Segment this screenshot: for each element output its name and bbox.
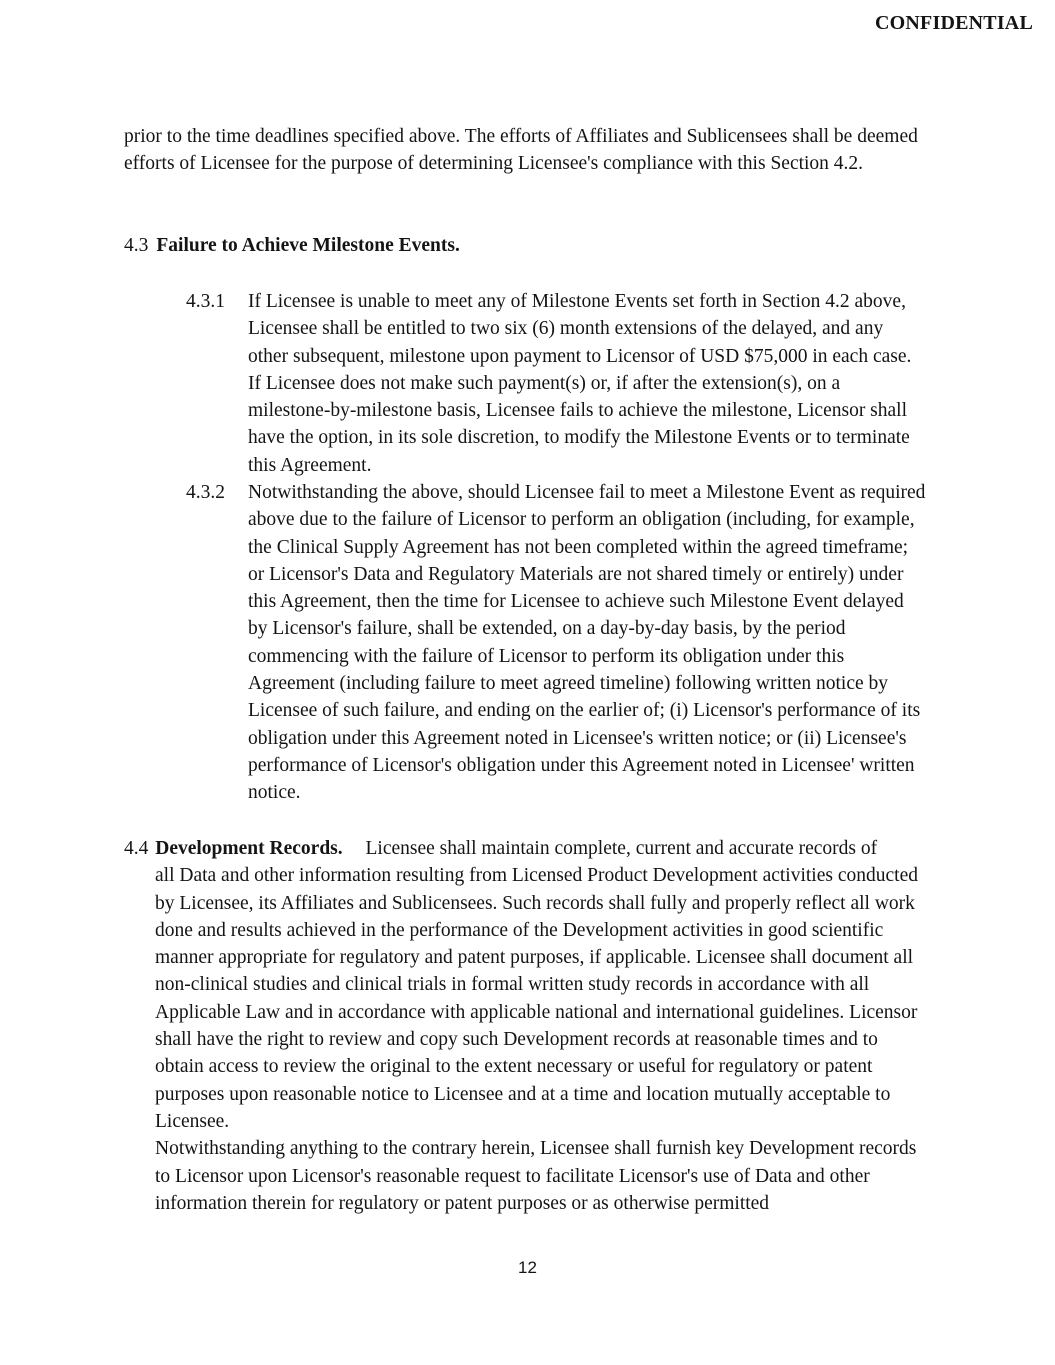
section-number: 4.3 <box>124 235 149 256</box>
subsection-4-3-2 <box>186 479 926 807</box>
subsection-number: 4.3.1 <box>186 291 225 312</box>
section-body: all Data and other information resulting from Licensed Product Development activities conducted by Licensee, its Affiliates and Sublicensees. Such records shall fully and properly reflect all work done and results achieved in the performance of the Development activities in good scientific manner appropriate for regulatory and patent purposes, if applicable. Licensee shall document all non-clinical studies and clinical trials in formal written study records in accordance with all Applicable Law and in accordance with applicable national and international guidelines. Licensor shall have the right to review and copy such Development records at reasonable times and to obtain access to review the original to the extent necessary or useful for regulatory or patent purposes upon reasonable notice to Licensee and at a time and location mutually acceptable to Licensee. <box>155 865 918 1132</box>
section-title: Development Records. <box>155 838 343 859</box>
subsection-text: If Licensee is unable to meet any of Milestone Events set forth in Section 4.2 above, Licensee shall be entitled to two six (6) month extensions of the delayed, and any other subsequent, milestone upon payment to Licensor of USD $75,000 in each case. If Licensee does not make such payment(s) or, if after the extension(s), on a milestone-by-milestone basis, Licensee fails to achieve the milestone, Licensor shall have the option, in its sole discretion, to modify the Milestone Events or to terminate this Agreement. <box>248 291 912 476</box>
subsection-text: Notwithstanding the above, should Licensee fail to meet a Milestone Event as required above due to the failure of Licensor to perform an obligation (including, for example, the Clinical Supply Agreement has not been completed within the agreed timeframe; or Licensor's Data and Regulatory Materials are not shared timely or entirely) under this Agreement, then the time for Licensee to achieve such Milestone Event delayed by Licensor's failure, shall be extended, on a day-by-day basis, by the period commencing with the failure of Licensor to perform its obligation under this Agreement (including failure to meet agreed timeline) following written notice by Licensee of such failure, and ending on the earlier of; (i) Licensor's performance of its obligation under this Agreement noted in Licensee's written notice; or (ii) Licensee's performance of Licensor's obligation under this Agreement noted in Licensee' written notice. <box>248 482 926 804</box>
continuation-paragraph: prior to the time deadlines specified above. The efforts of Affiliates and Sublicensees shall be deemed efforts of Licensee for the purpose of determining Licensee's compliance with this Section 4.2. <box>124 126 918 175</box>
section-first-line: Licensee shall maintain complete, current and accurate records of <box>365 838 878 859</box>
section-number: 4.4 <box>124 838 149 859</box>
section-body-continued: Notwithstanding anything to the contrary herein, Licensee shall furnish key Development records to Licensor upon Licensor's reasonable request to facilitate Licensor's use of Data and other information therein for regulatory or patent purposes or as otherwise permitted <box>155 1138 917 1214</box>
subsection-number: 4.3.2 <box>186 482 225 503</box>
subsection-4-3-1 <box>186 288 926 479</box>
section-title: Failure to Achieve Milestone Events. <box>156 235 460 256</box>
page-number: 12 <box>518 1258 537 1277</box>
section-4-4 <box>124 835 924 1217</box>
section-4-3-heading <box>124 232 924 259</box>
confidential-label: CONFIDENTIAL <box>875 12 1033 34</box>
section-4-4-first-line <box>124 835 924 862</box>
